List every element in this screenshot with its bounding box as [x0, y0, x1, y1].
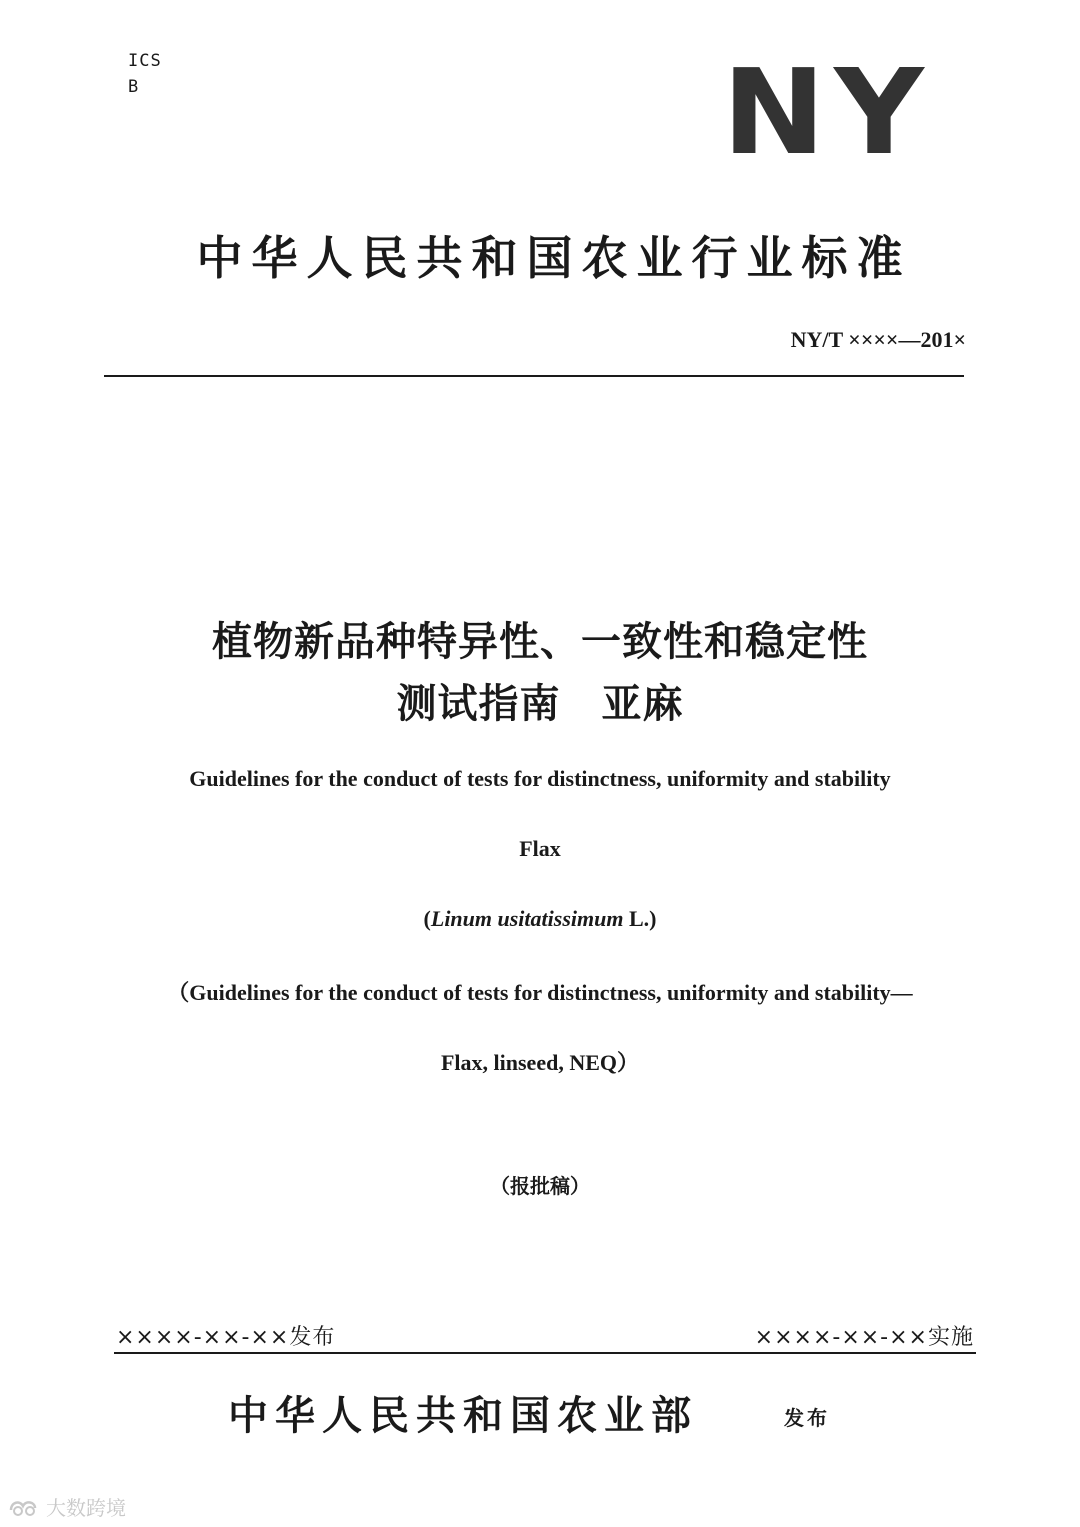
latin-open: ( [423, 906, 431, 931]
ministry-name: 中华人民共和国农业部 [228, 1393, 698, 1439]
issue-label: 发布 [784, 1406, 830, 1430]
watermark-text: 大数跨境 [46, 1496, 126, 1520]
doc-title-line-1: 植物新品种特异性、一致性和稳定性 [212, 619, 868, 665]
classification-code: B [128, 77, 140, 97]
ics-label: ICS [128, 51, 162, 71]
standard-code: NY/T ××××—201× [790, 327, 966, 352]
watermark-logo-icon [8, 1496, 42, 1518]
standard-title: 中华人民共和国农业行业标准 [196, 231, 912, 285]
latin-species: Linum usitatissimum [430, 906, 624, 931]
english-title: Guidelines for the conduct of tests for distinctness, uniformity and stability [189, 766, 891, 791]
watermark [8, 1492, 126, 1521]
latin-name [0, 906, 1080, 932]
implement-date: ××××-××-××实施 [754, 1325, 974, 1350]
publish-date: ××××-××-××发布 [116, 1325, 336, 1350]
ics-block [128, 48, 162, 100]
top-divider [104, 375, 964, 377]
english-crop: Flax [519, 836, 561, 861]
bottom-divider [114, 1352, 976, 1354]
doc-title-line-2: 测试指南 亚麻 [396, 681, 684, 727]
reference-line-1: （Guidelines for the conduct of tests for distinctness, uniformity and stability— [167, 980, 913, 1005]
latin-author: L.) [623, 906, 657, 931]
ny-logo: NY [722, 43, 933, 181]
reference-line-2: Flax, linseed, NEQ） [440, 1050, 639, 1075]
draft-status: （报批稿） [490, 1174, 590, 1198]
